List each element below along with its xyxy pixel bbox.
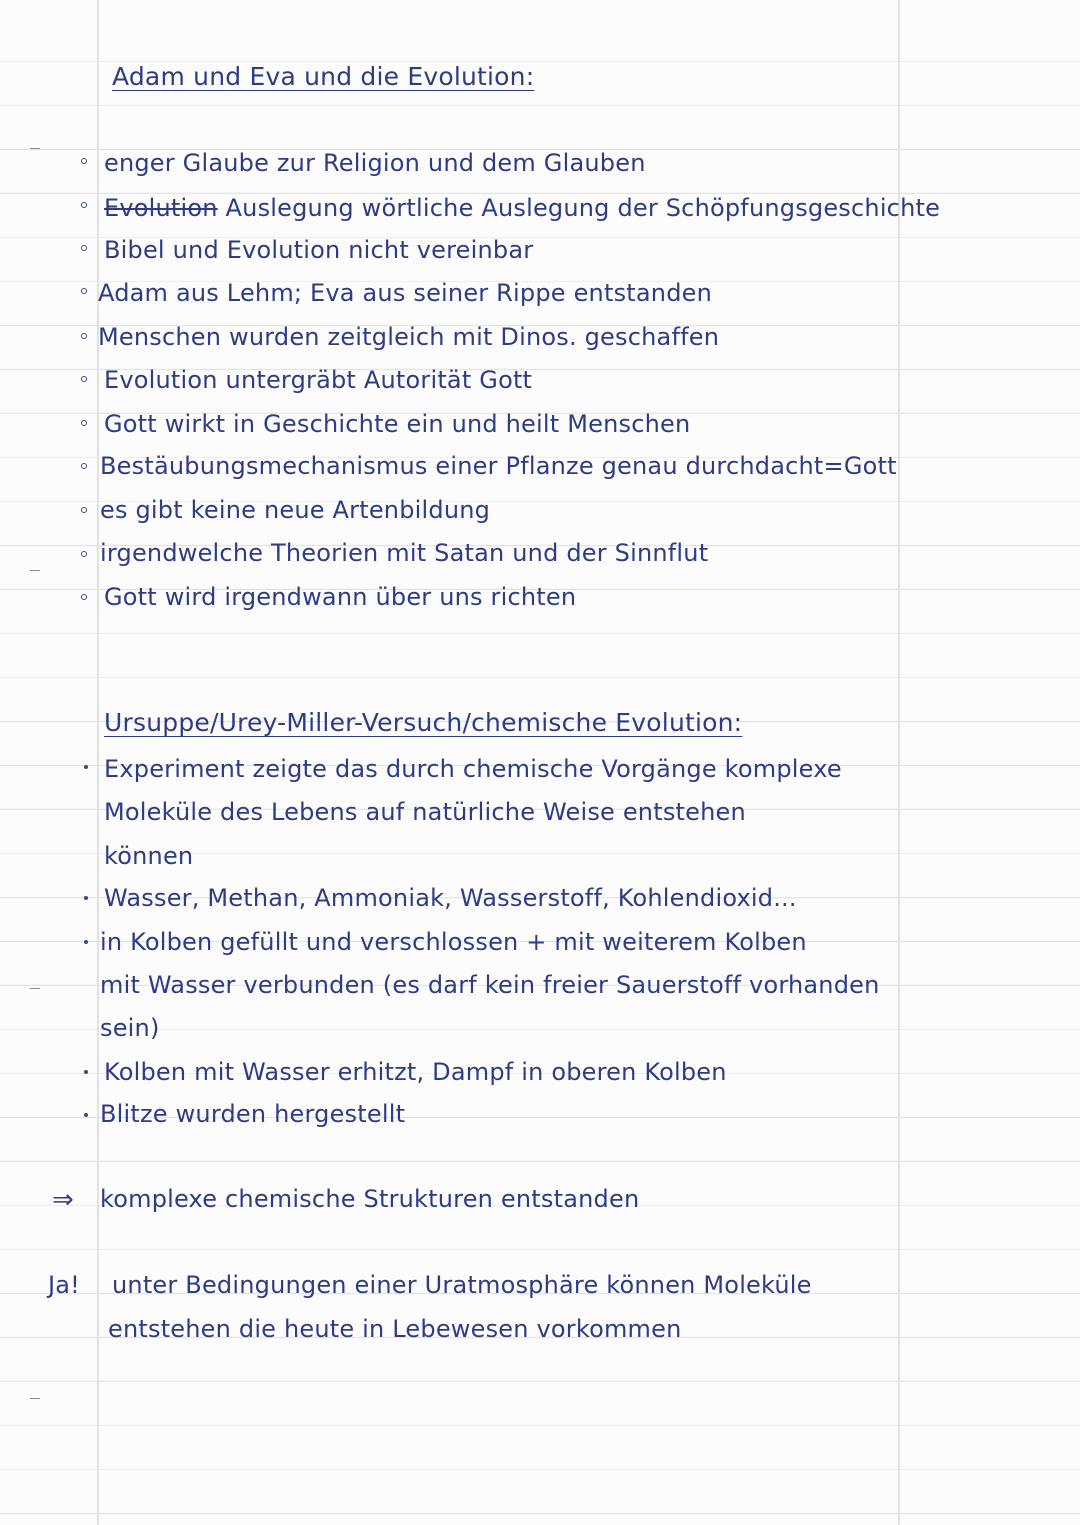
bullet-marker bbox=[84, 1070, 88, 1074]
bullet-marker bbox=[81, 551, 87, 557]
bullet-text: Gott wirkt in Geschichte ein und heilt Menschen bbox=[104, 410, 691, 438]
bullet-marker bbox=[81, 245, 87, 251]
left-margin-line bbox=[97, 0, 99, 1525]
edge-tick bbox=[30, 1398, 40, 1399]
bullet-marker bbox=[81, 463, 87, 469]
bullet-text-continued: Moleküle des Lebens auf natürliche Weise entstehen bbox=[104, 798, 746, 826]
bullet-marker bbox=[84, 1113, 88, 1117]
right-margin-line bbox=[898, 0, 900, 1525]
answer-text: unter Bedingungen einer Uratmosphäre können Moleküle bbox=[112, 1271, 812, 1299]
bullet-text: Adam aus Lehm; Eva aus seiner Rippe entstanden bbox=[98, 279, 713, 307]
bullet-text-continued: können bbox=[104, 842, 194, 870]
bullet-text: Bestäubungsmechanismus einer Pflanze genau durchdacht=Gott bbox=[100, 452, 897, 480]
bullet-marker bbox=[81, 288, 87, 294]
bullet-text: Blitze wurden hergestellt bbox=[100, 1100, 406, 1128]
bullet-marker bbox=[84, 940, 88, 944]
answer-label: Ja! bbox=[48, 1271, 81, 1299]
bullet-text: Menschen wurden zeitgleich mit Dinos. geschaffen bbox=[98, 323, 720, 351]
bullet-text: Kolben mit Wasser erhitzt, Dampf in oberen Kolben bbox=[104, 1058, 727, 1086]
bullet-text: Auslegung wörtliche Auslegung der Schöpfungsgeschichte bbox=[225, 194, 941, 222]
section2-heading: Ursuppe/Urey-Miller-Versuch/chemische Evolution: bbox=[104, 708, 743, 737]
bullet-text: es gibt keine neue Artenbildung bbox=[100, 496, 491, 524]
edge-tick bbox=[30, 570, 40, 571]
edge-tick bbox=[30, 988, 40, 989]
bullet-text: Experiment zeigte das durch chemische Vorgänge komplexe bbox=[104, 755, 842, 783]
answer-text-continued: entstehen die heute in Lebewesen vorkommen bbox=[108, 1315, 682, 1343]
bullet-text-continued: sein) bbox=[100, 1014, 160, 1042]
bullet-marker bbox=[81, 376, 87, 382]
bullet-marker bbox=[81, 594, 87, 600]
bullet-marker bbox=[81, 507, 87, 513]
edge-tick bbox=[30, 148, 40, 149]
bullet-text: Bibel und Evolution nicht vereinbar bbox=[104, 236, 534, 264]
bullet-text: Evolution untergräbt Autorität Gott bbox=[104, 366, 533, 394]
bullet-marker bbox=[84, 765, 88, 769]
bullet-text: in Kolben gefüllt und verschlossen + mit weiterem Kolben bbox=[100, 928, 807, 956]
section1-heading: Adam und Eva und die Evolution: bbox=[112, 62, 535, 91]
bullet-marker bbox=[81, 202, 87, 208]
bullet-text: Wasser, Methan, Ammoniak, Wasserstoff, Kohlendioxid... bbox=[104, 884, 797, 912]
bullet-text: Gott wird irgendwann über uns richten bbox=[104, 583, 577, 611]
struck-word: Evolution bbox=[104, 194, 218, 222]
conclusion-text: komplexe chemische Strukturen entstanden bbox=[100, 1185, 640, 1213]
conclusion-arrow: ⇒ bbox=[52, 1185, 74, 1215]
bullet-marker bbox=[81, 158, 87, 164]
bullet-text: irgendwelche Theorien mit Satan und der Sinnflut bbox=[100, 539, 709, 567]
bullet-text-continued: mit Wasser verbunden (es darf kein freier Sauerstoff vorhanden bbox=[100, 971, 880, 999]
bullet-marker bbox=[84, 896, 88, 900]
bullet-marker bbox=[81, 333, 87, 339]
bullet-marker bbox=[81, 420, 87, 426]
bullet-text: enger Glaube zur Religion und dem Glauben bbox=[104, 149, 646, 177]
bullet-text-line bbox=[104, 193, 940, 223]
